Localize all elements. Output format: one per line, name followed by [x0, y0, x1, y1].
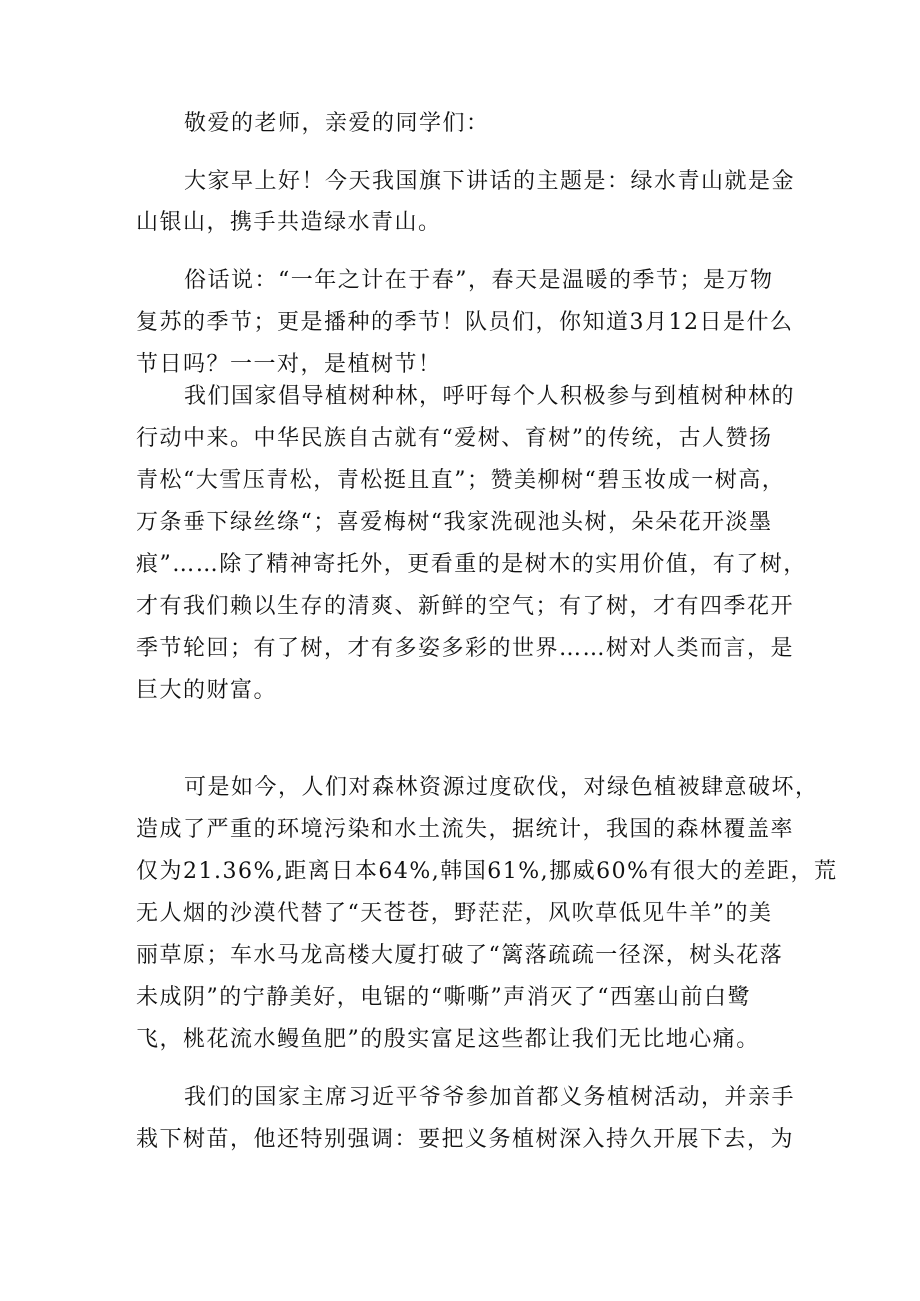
paragraph-line: 丽草原；车水马龙高楼大厦打破了“篱落疏疏一径深，树头花落: [136, 943, 784, 968]
paragraph-line: 我们的国家主席习近平爷爷参加首都义务植树活动，并亲手: [184, 1085, 796, 1110]
paragraph-line: 大家早上好！今天我国旗下讲话的主题是：绿水青山就是金: [184, 169, 796, 194]
paragraph-line: 俗话说：“一年之计在于春”，春天是温暖的季节；是万物: [184, 268, 774, 293]
paragraph-line: 无人烟的沙漠代替了“天苍苍，野茫茫，风吹草低见牛羊”的美: [136, 901, 773, 926]
paragraph-line: 行动中来。中华民族自古就有“爱树、育树”的传统，古人赞扬: [136, 426, 773, 451]
paragraph-line: 青松“大雪压青松，青松挺且直”；赞美柳树“碧玉妆成一树高，: [136, 468, 786, 493]
paragraph-line: 复苏的季节；更是播种的季节！队员们，你知道3月12日是什么: [136, 310, 794, 335]
paragraph-line: 山银山，携手共造绿水青山。: [136, 210, 442, 235]
paragraph-line: 栽下树苗，他还特别强调：要把义务植树深入持久开展下去，为: [136, 1127, 795, 1152]
paragraph-line: 才有我们赖以生存的清爽、新鲜的空气；有了树，才有四季花开: [136, 594, 795, 619]
paragraph-line: 未成阴”的宁静美好，电锯的“嘶嘶”声消灭了“西塞山前白鹭: [136, 985, 751, 1010]
paragraph-line: 万条垂下绿丝绦“；喜爱梅树“我家洗砚池头树，朵朵花开淡墨: [136, 510, 773, 535]
paragraph-line: 痕”……除了精神寄托外，更看重的是树木的实用价值，有了树，: [136, 552, 807, 577]
paragraph-line: 飞，桃花流水鳗鱼肥”的殷实富足这些都让我们无比地心痛。: [136, 1027, 760, 1052]
paragraph-line: 可是如今，人们对森林资源过度砍伐，对绿色植被肆意破坏，: [184, 775, 819, 800]
paragraph-line: 节日吗？一一对，是植树节！: [136, 352, 442, 377]
salutation: 敬爱的老师，亲爱的同学们：: [184, 111, 490, 136]
paragraph-line: 造成了严重的环境污染和水土流失，据统计，我国的森林覆盖率: [136, 817, 795, 842]
paragraph-line: 仅为21.36%,距离日本64%,韩国61%,挪威60%有很大的差距，荒: [136, 859, 838, 884]
paragraph-line: 巨大的财富。: [136, 678, 278, 703]
paragraph-line: 我们国家倡导植树种林，呼吁每个人积极参与到植树种林的: [184, 384, 796, 409]
paragraph-line: 季节轮回；有了树，才有多姿多彩的世界……树对人类而言，是: [136, 636, 795, 661]
